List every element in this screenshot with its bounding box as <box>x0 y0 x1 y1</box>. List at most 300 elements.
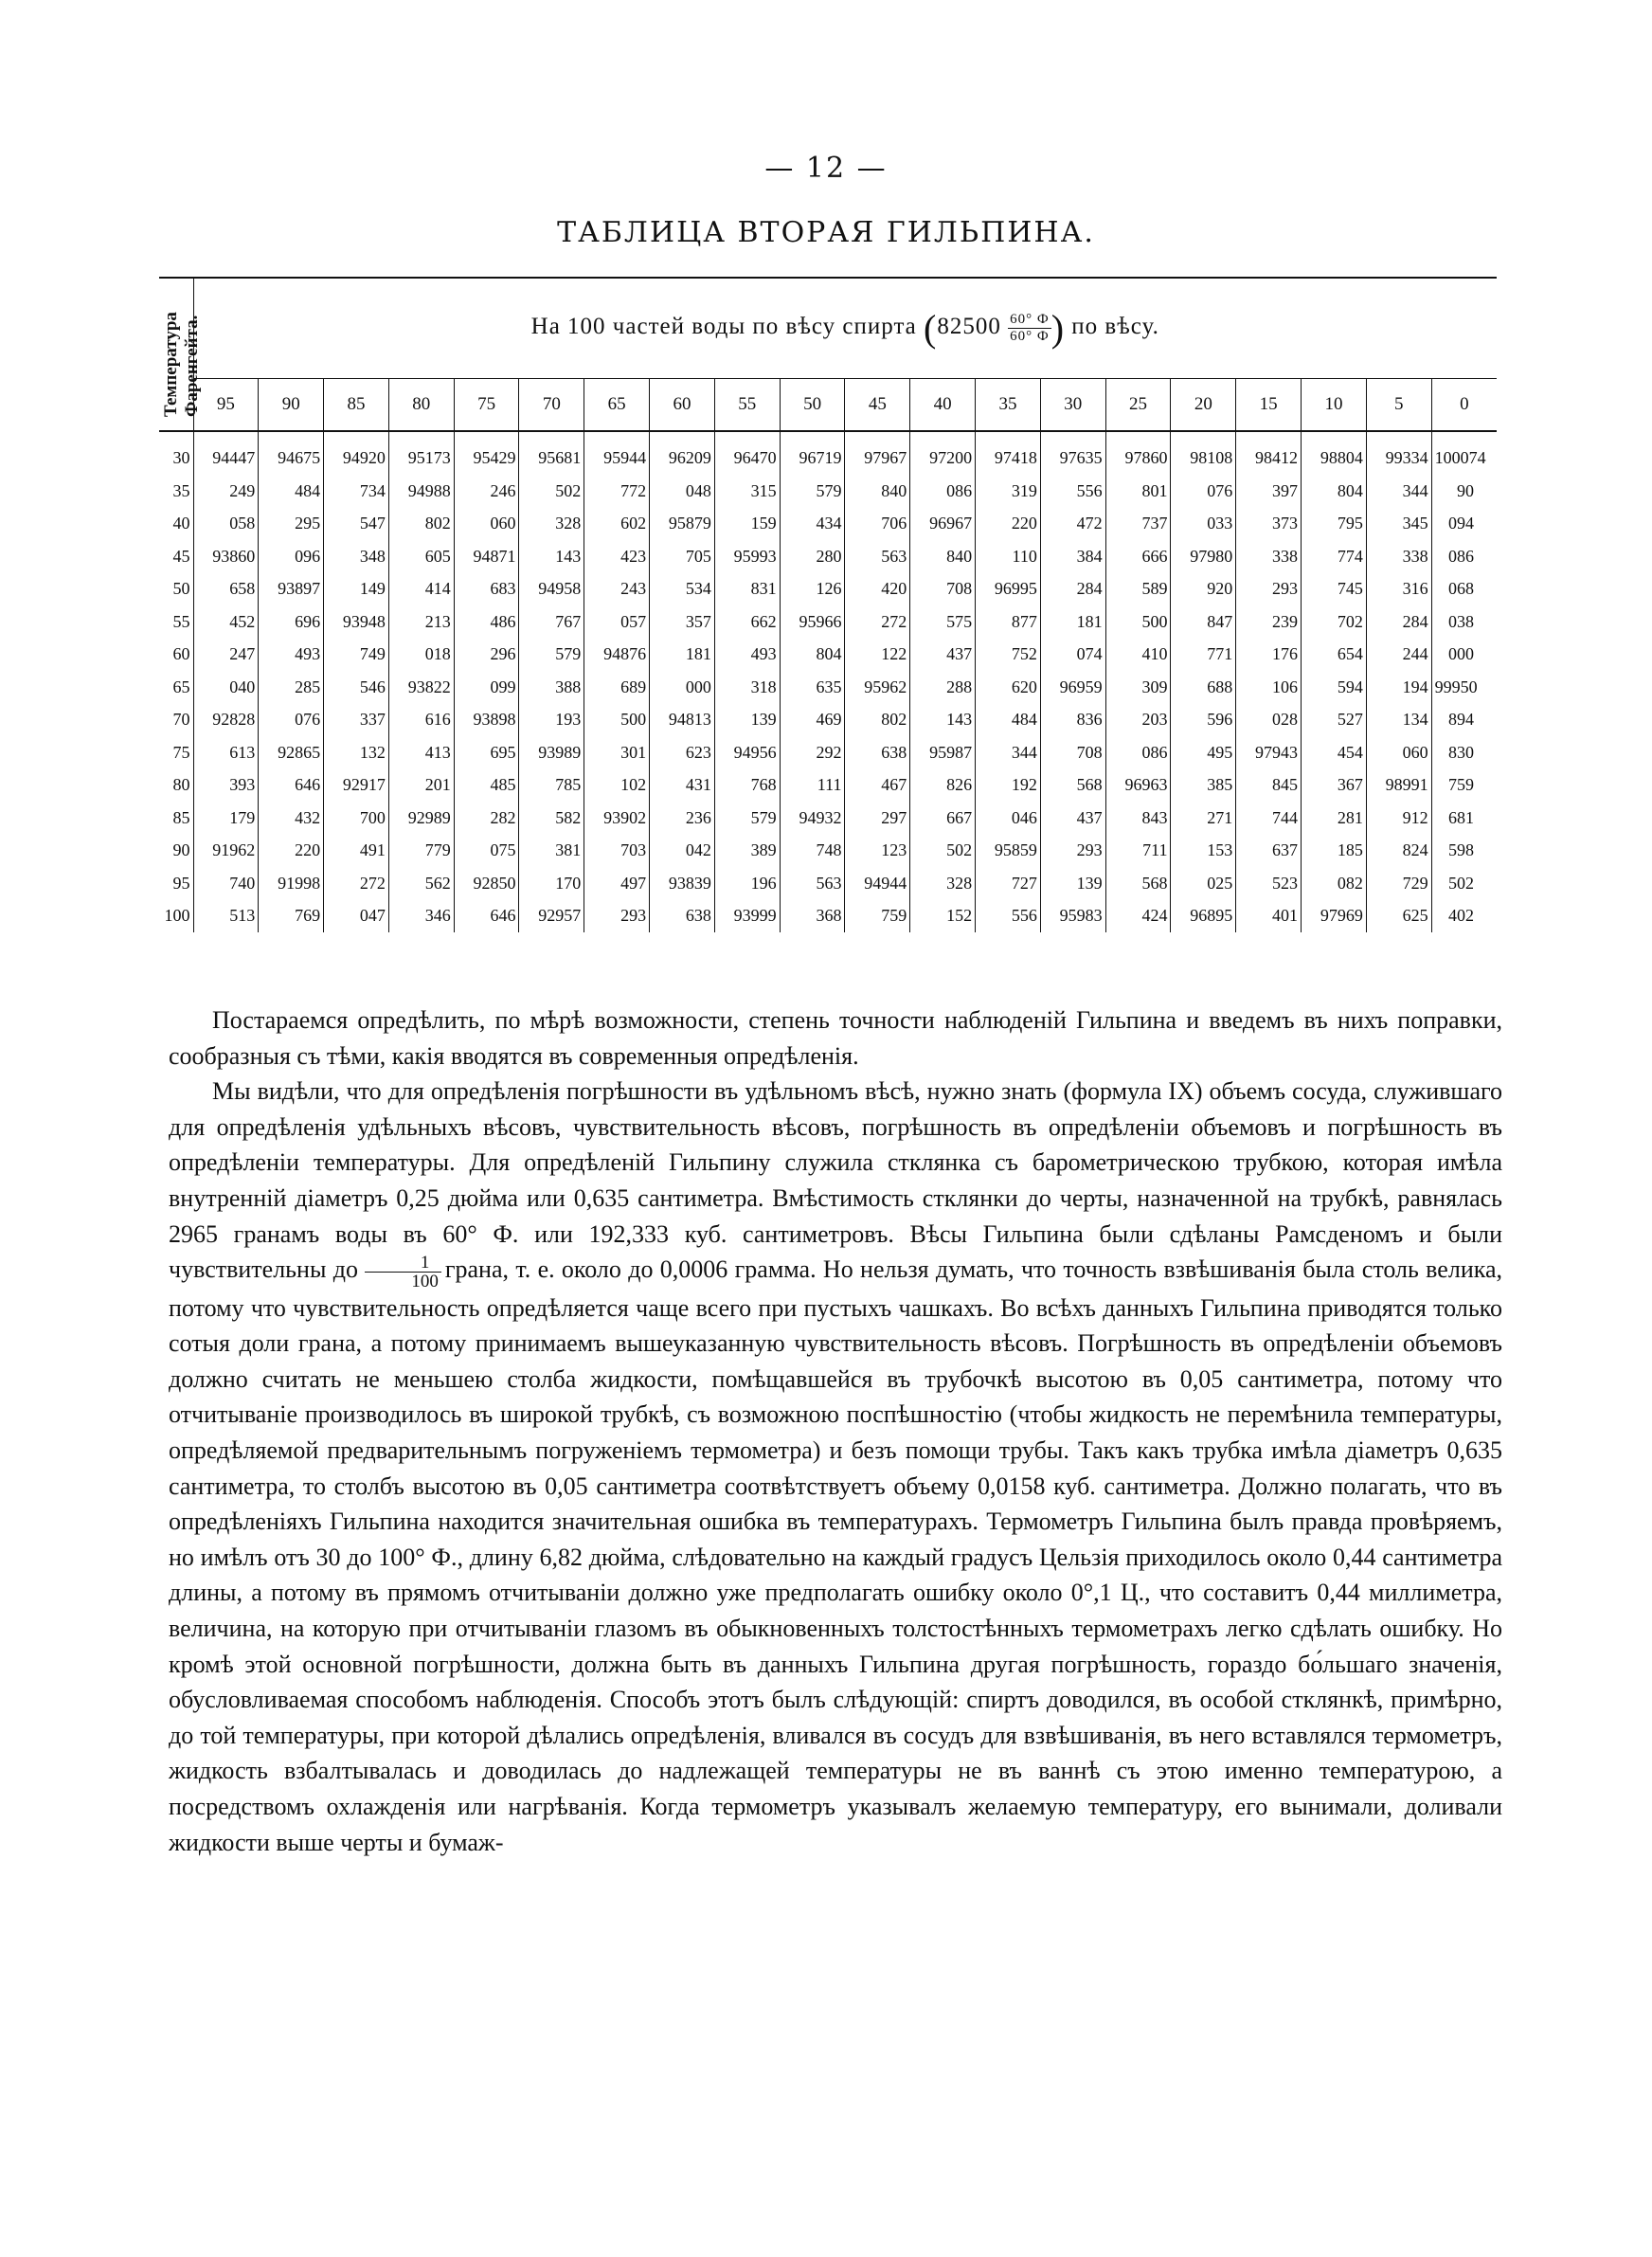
table-cell: 94813 <box>650 703 715 736</box>
table-cell: 774 <box>1302 540 1367 573</box>
table-row <box>159 605 1497 639</box>
table-cell: 95879 <box>650 507 715 540</box>
table-cell: 346 <box>388 899 454 932</box>
table-cell: 613 <box>193 736 259 769</box>
table-cell: 93948 <box>324 605 389 639</box>
table-cell: 194 <box>1366 671 1431 704</box>
table-cell: 662 <box>714 605 780 639</box>
paragraph-2-part-b: грана, т. е. около до 0,0006 грамма. Но нельзя думать, что точность взвѣшиванія была столь велика, потому что чувствительность опредѣляется чаще всего при пустыхъ чашкахъ. Во всѣхъ данныхъ Гильпина приводятся только сотыя доли грана, а потому принимаемъ вышеуказанную чувствительность вѣсовъ. Погрѣшность въ опредѣленіи объемовъ должно считать не меньшею столба жидкости, помѣщавшейся въ трубочкѣ высотою въ 0,05 сантиметра, потому что отчитываніе производилось въ широкой трубкѣ, съ возможною поспѣшностію (чтобы жидкость не перемѣнила температуры, опредѣляемой предварительнымъ погруженіемъ термометра) и безъ помощи трубы. Такъ какъ трубка имѣла діаметръ 0,635 сантиметра, то столбъ высотою въ 0,05 сантиметра соотвѣтствуетъ объему 0,0158 куб. сантиметра. Должно полагать, что въ опредѣленіяхъ Гильпина находится значительная ошибка въ температурахъ. Термометръ Гильпина былъ правда провѣряемъ, но имѣлъ отъ 30 до 100° Ф., длину 6,82 дюйма, слѣдовательно на каждый градусъ Цельзія приходилось около 0,44 сантиметра длины, а потому въ прямомъ отчитываніи должно уже предполагать ошибку около 0°,1 Ц., что составитъ 0,44 миллиметра, величина, на которую при отчитываніи глазомъ въ обыкновенныхъ толстостѣнныхъ термометрахъ легко сдѣлать ошибку. Но кромѣ этой основной погрѣшности, должна быть въ данныхъ Гильпина другая погрѣшность, гораздо бо́льшаго значенія, обусловливаемая способомъ наблюденія. Способъ этотъ былъ слѣдующій: спиртъ доводился, въ особой стклянкѣ, примѣрно, до той температуры, при которой дѣлались опредѣленія, вливался въ сосудъ для взвѣшиванія, въ него вставлялся термометръ, жидкость взбалтывалась и доводилась до надлежащей температуры не въ ваннѣ съ этою именно температурою, а посредствомъ охлажденія или нагрѣванія. Когда термометръ указывалъ желаемую температуру, его вынимали, доливали жидкости выше черты и бумаж- <box>169 1255 1503 1856</box>
table-cell: 523 <box>1236 867 1302 900</box>
row-temperature: 90 <box>159 834 193 867</box>
table-cell: 708 <box>1040 736 1105 769</box>
table-cell: 92828 <box>193 703 259 736</box>
row-temperature: 35 <box>159 475 193 508</box>
table-cell: 97980 <box>1171 540 1236 573</box>
table-cell: 605 <box>388 540 454 573</box>
table-cell: 94447 <box>193 431 259 475</box>
table-cell: 388 <box>519 671 584 704</box>
column-header: 25 <box>1105 378 1171 431</box>
table-cell: 688 <box>1171 671 1236 704</box>
table-cell: 92989 <box>388 802 454 835</box>
table-cell: 92865 <box>259 736 324 769</box>
table-cell: 500 <box>1105 605 1171 639</box>
table-cell: 472 <box>1040 507 1105 540</box>
table-cell: 96719 <box>780 431 845 475</box>
caption-fraction-num: 60° Ф <box>1010 311 1050 327</box>
table-cell: 385 <box>1171 768 1236 802</box>
table-cell: 93860 <box>193 540 259 573</box>
table-cell: 493 <box>259 638 324 671</box>
table-cell: 397 <box>1236 475 1302 508</box>
table-cell: 106 <box>1236 671 1302 704</box>
table-cell: 368 <box>780 899 845 932</box>
table-row <box>159 834 1497 867</box>
table-cell: 767 <box>519 605 584 639</box>
table-cell: 654 <box>1302 638 1367 671</box>
table-cell: 737 <box>1105 507 1171 540</box>
table-cell: 282 <box>454 802 519 835</box>
table-cell: 771 <box>1171 638 1236 671</box>
table-cell: 638 <box>845 736 910 769</box>
column-header: 55 <box>714 378 780 431</box>
table-cell: 193 <box>519 703 584 736</box>
table-cell: 344 <box>1366 475 1431 508</box>
gilpin-table <box>159 277 1497 932</box>
table-cell: 546 <box>324 671 389 704</box>
table-cell: 696 <box>259 605 324 639</box>
row-temperature: 80 <box>159 768 193 802</box>
row-temperature: 50 <box>159 572 193 605</box>
table-cell: 086 <box>1448 546 1474 566</box>
table-cell: 432 <box>259 802 324 835</box>
table-cell: 94876 <box>584 638 650 671</box>
table-cell: 484 <box>259 475 324 508</box>
table-cell: 96963 <box>1105 768 1171 802</box>
table-cell: 620 <box>976 671 1041 704</box>
table-cell: 646 <box>454 899 519 932</box>
table-cell: 018 <box>388 638 454 671</box>
table-cell: 236 <box>650 802 715 835</box>
table-cell: 681 <box>1448 807 1474 827</box>
table-cell: 556 <box>976 899 1041 932</box>
column-header: 5 <box>1366 378 1431 431</box>
table-cell: 239 <box>1236 605 1302 639</box>
table-cell: 414 <box>388 572 454 605</box>
table-cell: 284 <box>1366 605 1431 639</box>
table-cell: 547 <box>324 507 389 540</box>
table-cell: 423 <box>584 540 650 573</box>
table-cell: 740 <box>193 867 259 900</box>
table-cell: 513 <box>193 899 259 932</box>
row-temperature: 70 <box>159 703 193 736</box>
table-cell: 772 <box>584 475 650 508</box>
table-cell: 598 <box>1448 840 1474 859</box>
table-cell: 702 <box>1302 605 1367 639</box>
table-cell: 111 <box>780 768 845 802</box>
row-temperature: 95 <box>159 867 193 900</box>
table-cell: 91962 <box>193 834 259 867</box>
table-cell: 485 <box>454 768 519 802</box>
table-cell: 729 <box>1366 867 1431 900</box>
table-cell: 293 <box>584 899 650 932</box>
table-cell: 271 <box>1171 802 1236 835</box>
table-row <box>159 638 1497 671</box>
table-cell: 847 <box>1171 605 1236 639</box>
table-cell: 328 <box>519 507 584 540</box>
table-cell: 708 <box>910 572 976 605</box>
table-cell: 759 <box>1448 775 1474 794</box>
row-temperature: 30 <box>159 431 193 475</box>
table-cell: 596 <box>1171 703 1236 736</box>
table-cell: 318 <box>714 671 780 704</box>
table-cell: 040 <box>193 671 259 704</box>
table-cell: 058 <box>193 507 259 540</box>
table-cell: 568 <box>1105 867 1171 900</box>
table-cell: 389 <box>714 834 780 867</box>
column-header: 75 <box>454 378 519 431</box>
table-cell: 563 <box>845 540 910 573</box>
table-cell: 301 <box>584 736 650 769</box>
table-cell: 280 <box>780 540 845 573</box>
table-cell: 695 <box>454 736 519 769</box>
table-cell: 134 <box>1366 703 1431 736</box>
table-cell: 840 <box>845 475 910 508</box>
table-cell: 337 <box>324 703 389 736</box>
table-cell: 244 <box>1366 638 1431 671</box>
table-cell: 840 <box>910 540 976 573</box>
table-cell: 393 <box>193 768 259 802</box>
table-cell: 602 <box>584 507 650 540</box>
caption-before: На 100 частей воды по вѣсу спирта <box>530 314 917 340</box>
row-temperature: 45 <box>159 540 193 573</box>
table-row <box>159 867 1497 900</box>
table-cell: 000 <box>650 671 715 704</box>
table-cell: 95944 <box>584 431 650 475</box>
table-cell: 831 <box>714 572 780 605</box>
column-header: 50 <box>780 378 845 431</box>
table-cell: 434 <box>780 507 845 540</box>
table-cell: 469 <box>780 703 845 736</box>
gilpin-table-container <box>159 277 1497 932</box>
table-cell: 491 <box>324 834 389 867</box>
table-cell: 132 <box>324 736 389 769</box>
table-cell: 93822 <box>388 671 454 704</box>
table-cell: 95173 <box>388 431 454 475</box>
table-cell: 025 <box>1171 867 1236 900</box>
table-cell: 93902 <box>584 802 650 835</box>
table-cell: 563 <box>780 867 845 900</box>
table-cell: 185 <box>1302 834 1367 867</box>
table-cell: 96967 <box>910 507 976 540</box>
column-header: 40 <box>910 378 976 431</box>
table-cell: 96895 <box>1171 899 1236 932</box>
row-temperature: 40 <box>159 507 193 540</box>
table-row <box>159 475 1497 508</box>
table-cell: 95987 <box>910 736 976 769</box>
table-cell: 179 <box>193 802 259 835</box>
table-cell: 296 <box>454 638 519 671</box>
table-cell: 502 <box>910 834 976 867</box>
table-cell: 93898 <box>454 703 519 736</box>
table-cell: 700 <box>324 802 389 835</box>
table-cell: 293 <box>1040 834 1105 867</box>
table-cell: 802 <box>388 507 454 540</box>
table-cell: 272 <box>845 605 910 639</box>
paragraph-2 <box>169 1074 1502 1860</box>
table-cell: 795 <box>1302 507 1367 540</box>
caption-fraction-den: 60° Ф <box>1010 328 1050 344</box>
table-cell: 94988 <box>388 475 454 508</box>
table-cell: 042 <box>650 834 715 867</box>
table-cell: 579 <box>780 475 845 508</box>
table-cell: 836 <box>1040 703 1105 736</box>
table-cell: 689 <box>584 671 650 704</box>
table-cell: 467 <box>845 768 910 802</box>
table-cell: 033 <box>1171 507 1236 540</box>
table-cell: 93999 <box>714 899 780 932</box>
table-title: ТАБЛИЦА ВТОРАЯ ГИЛЬПИНА. <box>557 216 1095 249</box>
table-cell: 028 <box>1236 703 1302 736</box>
table-cell: 196 <box>714 867 780 900</box>
table-cell: 384 <box>1040 540 1105 573</box>
inline-fraction <box>365 1254 441 1291</box>
table-cell: 373 <box>1236 507 1302 540</box>
table-cell: 153 <box>1171 834 1236 867</box>
page-number: — 12 — <box>764 152 888 185</box>
table-cell: 367 <box>1302 768 1367 802</box>
table-cell: 568 <box>1040 768 1105 802</box>
table-cell: 413 <box>388 736 454 769</box>
table-cell: 706 <box>845 507 910 540</box>
table-cell: 201 <box>388 768 454 802</box>
table-cell: 623 <box>650 736 715 769</box>
caption-value: 82500 <box>937 314 1001 340</box>
table-cell: 95962 <box>845 671 910 704</box>
table-cell: 038 <box>1448 611 1474 631</box>
table-cell: 92850 <box>454 867 519 900</box>
table-cell: 082 <box>1302 867 1367 900</box>
table-cell: 95966 <box>780 605 845 639</box>
table-cell: 734 <box>324 475 389 508</box>
table-cell: 98412 <box>1236 431 1302 475</box>
table-cell: 495 <box>1171 736 1236 769</box>
table-cell: 877 <box>976 605 1041 639</box>
table-cell: 484 <box>976 703 1041 736</box>
table-cell: 96470 <box>714 431 780 475</box>
table-cell: 143 <box>519 540 584 573</box>
table-cell: 126 <box>780 572 845 605</box>
table-cell: 060 <box>1366 736 1431 769</box>
table-row <box>159 899 1497 932</box>
table-cell: 159 <box>714 507 780 540</box>
table-cell: 139 <box>714 703 780 736</box>
table-row <box>159 572 1497 605</box>
table-cell: 534 <box>650 572 715 605</box>
table-cell: 099 <box>454 671 519 704</box>
table-cell: 920 <box>1171 572 1236 605</box>
column-header: 45 <box>845 378 910 431</box>
table-cell: 068 <box>1448 579 1474 598</box>
table-cell: 284 <box>1040 572 1105 605</box>
table-cell: 086 <box>1105 736 1171 769</box>
table-cell: 401 <box>1236 899 1302 932</box>
table-cell: 319 <box>976 475 1041 508</box>
table-caption: На 100 частей воды по вѣсу спирта (82500 $\frac{60^\circ Ф}{60^\circ Ф}$ ) по вѣсу. <box>193 278 1497 378</box>
table-cell: 292 <box>780 736 845 769</box>
table-cell: 100074 <box>1434 448 1486 467</box>
table-cell: 096 <box>259 540 324 573</box>
table-cell: 93839 <box>650 867 715 900</box>
table-cell: 711 <box>1105 834 1171 867</box>
table-cell: 110 <box>976 540 1041 573</box>
column-header: 90 <box>259 378 324 431</box>
table-cell: 97418 <box>976 431 1041 475</box>
row-temperature: 55 <box>159 605 193 639</box>
table-cell: 246 <box>454 475 519 508</box>
table-cell: 500 <box>584 703 650 736</box>
table-cell: 000 <box>1448 644 1474 663</box>
table-cell: 249 <box>193 475 259 508</box>
column-header: 30 <box>1040 378 1105 431</box>
table-cell: 247 <box>193 638 259 671</box>
table-cell: 98804 <box>1302 431 1367 475</box>
table-cell: 912 <box>1366 802 1431 835</box>
table-cell: 502 <box>1448 873 1474 893</box>
table-cell: 752 <box>976 638 1041 671</box>
table-cell: 616 <box>388 703 454 736</box>
table-body <box>159 431 1497 932</box>
table-cell: 95993 <box>714 540 780 573</box>
column-header: 85 <box>324 378 389 431</box>
table-cell: 830 <box>1448 742 1474 762</box>
table-cell: 181 <box>650 638 715 671</box>
table-cell: 493 <box>714 638 780 671</box>
table-row <box>159 507 1497 540</box>
table-cell: 824 <box>1366 834 1431 867</box>
body-text <box>169 1002 1502 1860</box>
table-cell: 579 <box>519 638 584 671</box>
table-cell: 454 <box>1302 736 1367 769</box>
table-cell: 826 <box>910 768 976 802</box>
table-cell: 99950 <box>1434 677 1478 696</box>
inline-fraction-num: 1 <box>365 1254 441 1273</box>
table-cell: 288 <box>910 671 976 704</box>
table-cell: 057 <box>584 605 650 639</box>
column-header: 10 <box>1302 378 1367 431</box>
table-cell: 744 <box>1236 802 1302 835</box>
table-cell: 95429 <box>454 431 519 475</box>
table-cell: 91998 <box>259 867 324 900</box>
row-temperature: 60 <box>159 638 193 671</box>
table-cell: 894 <box>1448 710 1474 729</box>
table-cell: 437 <box>1040 802 1105 835</box>
table-cell: 122 <box>845 638 910 671</box>
table-row <box>159 768 1497 802</box>
table-cell: 562 <box>388 867 454 900</box>
table-cell: 431 <box>650 768 715 802</box>
table-cell: 843 <box>1105 802 1171 835</box>
table-cell: 502 <box>519 475 584 508</box>
table-cell: 98108 <box>1171 431 1236 475</box>
table-cell: 060 <box>454 507 519 540</box>
table-cell: 102 <box>584 768 650 802</box>
table-cell: 149 <box>324 572 389 605</box>
table-row <box>159 703 1497 736</box>
column-header: 70 <box>519 378 584 431</box>
table-cell: 381 <box>519 834 584 867</box>
table-cell: 94944 <box>845 867 910 900</box>
table-row <box>159 671 1497 704</box>
table-cell: 086 <box>910 475 976 508</box>
table-cell: 048 <box>650 475 715 508</box>
column-header: 60 <box>650 378 715 431</box>
table-cell: 802 <box>845 703 910 736</box>
table-cell: 95859 <box>976 834 1041 867</box>
table-cell: 94932 <box>780 802 845 835</box>
column-header: 65 <box>584 378 650 431</box>
table-cell: 95983 <box>1040 899 1105 932</box>
paragraph-1: Постараемся опредѣлить, по мѣрѣ возможности, степень точности наблюденій Гильпина и введемъ въ нихъ поправки, сообразныя съ тѣми, какія вводятся въ современныя опредѣленія. <box>169 1006 1502 1070</box>
table-cell: 293 <box>1236 572 1302 605</box>
column-header: 35 <box>976 378 1041 431</box>
table-cell: 243 <box>584 572 650 605</box>
table-cell: 192 <box>976 768 1041 802</box>
table-cell: 705 <box>650 540 715 573</box>
table-cell: 97635 <box>1040 431 1105 475</box>
table-cell: 93989 <box>519 736 584 769</box>
table-cell: 635 <box>780 671 845 704</box>
table-cell: 745 <box>1302 572 1367 605</box>
table-cell: 420 <box>845 572 910 605</box>
table-cell: 95681 <box>519 431 584 475</box>
table-cell: 785 <box>519 768 584 802</box>
table-cell: 98991 <box>1366 768 1431 802</box>
table-cell: 96959 <box>1040 671 1105 704</box>
table-cell: 295 <box>259 507 324 540</box>
inline-fraction-den: 100 <box>411 1271 439 1291</box>
table-cell: 683 <box>454 572 519 605</box>
caption-fraction <box>1008 312 1051 345</box>
table-cell: 316 <box>1366 572 1431 605</box>
table-cell: 181 <box>1040 605 1105 639</box>
table-cell: 703 <box>584 834 650 867</box>
table-row <box>159 802 1497 835</box>
table-cell: 93897 <box>259 572 324 605</box>
table-cell: 046 <box>976 802 1041 835</box>
table-row <box>159 540 1497 573</box>
table-cell: 646 <box>259 768 324 802</box>
table-cell: 94920 <box>324 431 389 475</box>
table-cell: 625 <box>1366 899 1431 932</box>
table-cell: 076 <box>1171 475 1236 508</box>
table-cell: 152 <box>910 899 976 932</box>
table-cell: 804 <box>1302 475 1367 508</box>
table-cell: 658 <box>193 572 259 605</box>
table-cell: 97967 <box>845 431 910 475</box>
table-cell: 804 <box>780 638 845 671</box>
table-cell: 638 <box>650 899 715 932</box>
table-cell: 410 <box>1105 638 1171 671</box>
temperature-header: Температура Фаренгейта. <box>159 278 193 431</box>
table-cell: 637 <box>1236 834 1302 867</box>
table-cell: 94675 <box>259 431 324 475</box>
table-cell: 97969 <box>1302 899 1367 932</box>
table-cell: 759 <box>845 899 910 932</box>
table-cell: 170 <box>519 867 584 900</box>
table-cell: 094 <box>1448 514 1474 533</box>
row-temperature: 85 <box>159 802 193 835</box>
table-cell: 338 <box>1366 540 1431 573</box>
